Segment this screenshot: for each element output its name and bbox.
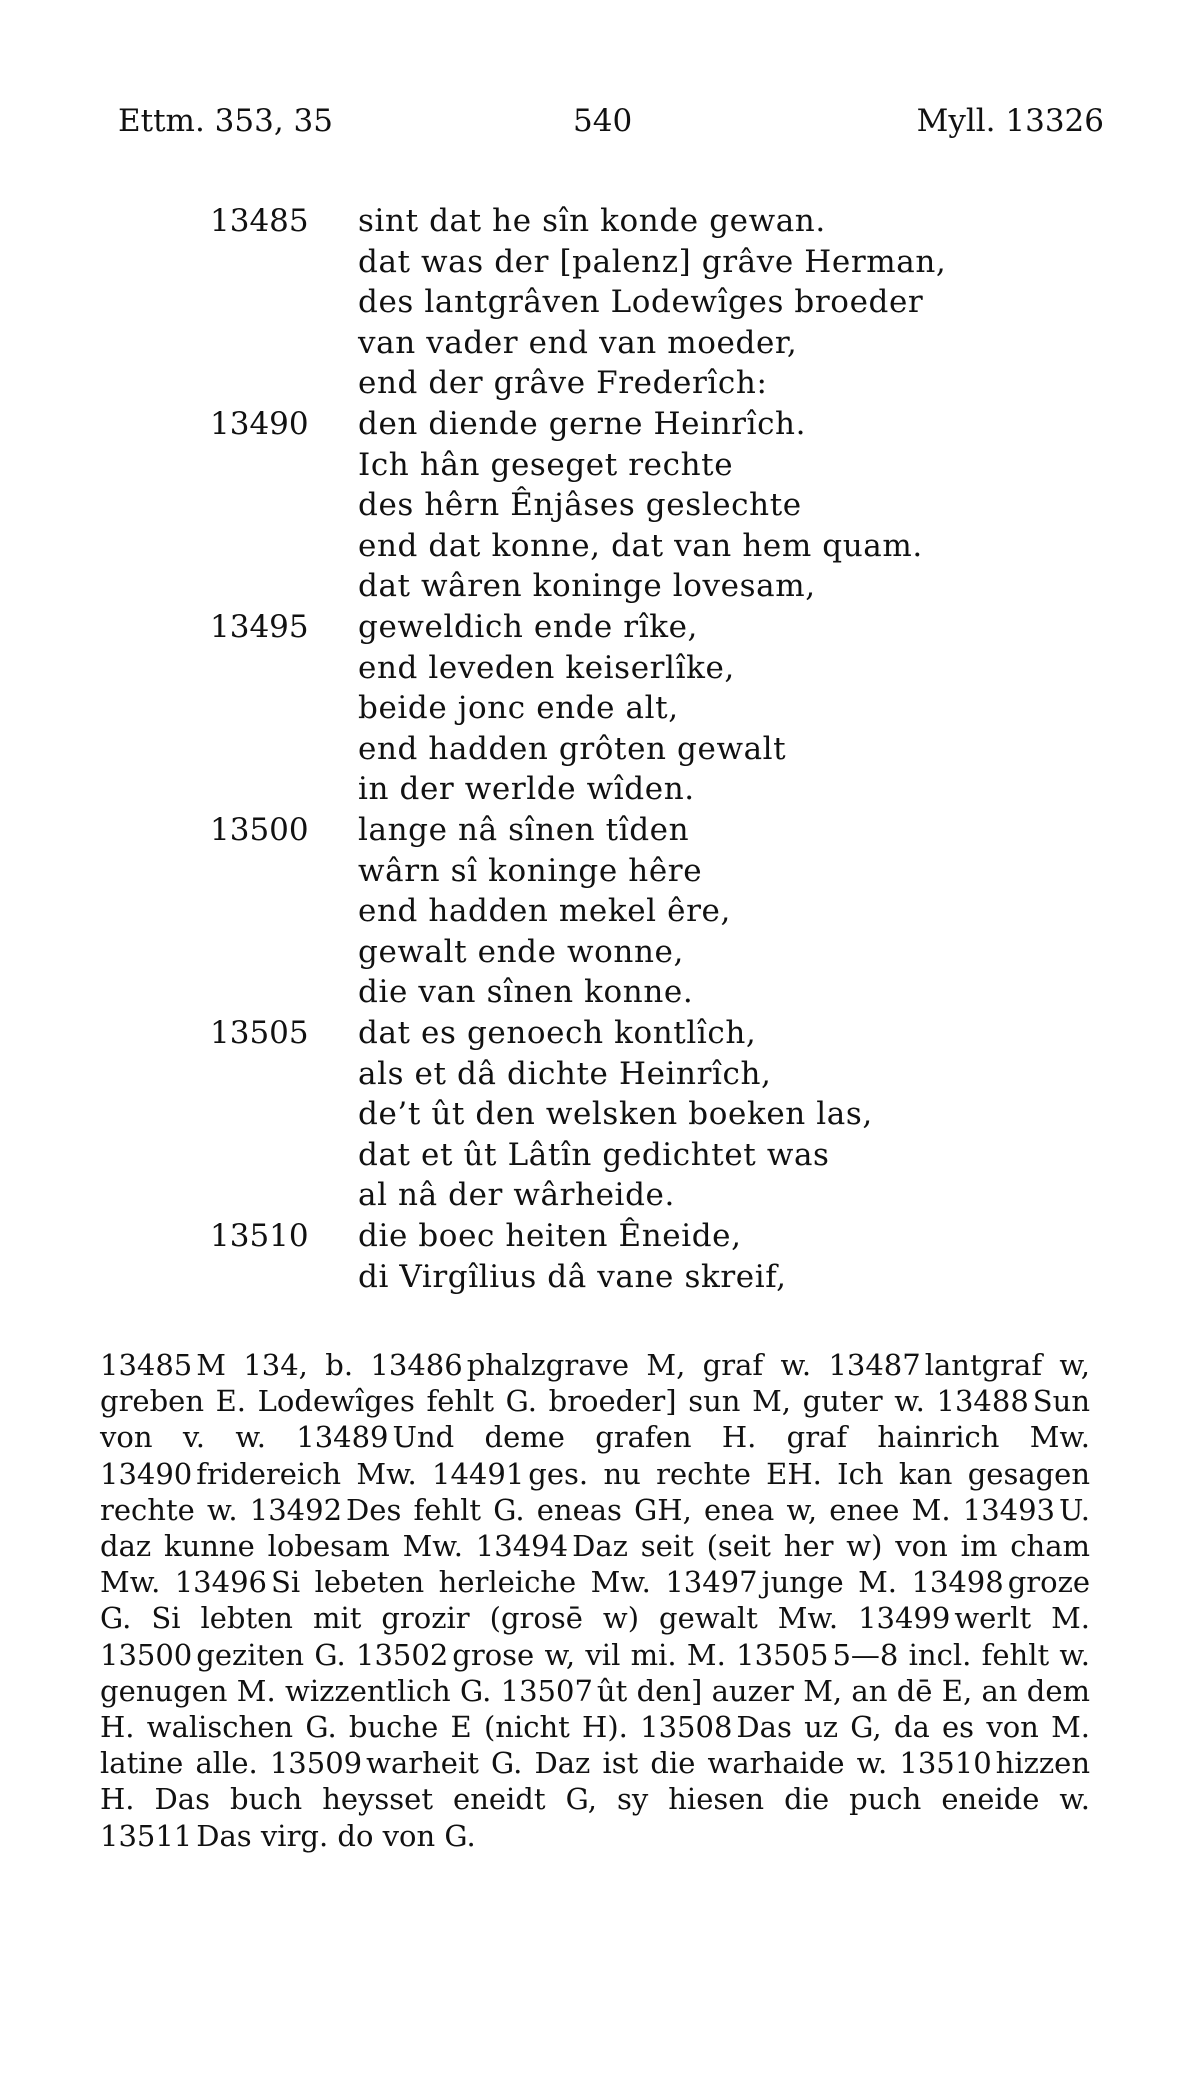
verse-line <box>0 893 1200 934</box>
verse-text: end leveden keiserlîke, <box>358 649 735 686</box>
verse-text: dat wâren koninge lovesam, <box>358 568 816 605</box>
apparatus-note <box>100 1819 476 1853</box>
verse-line <box>0 1177 1200 1218</box>
verse-line <box>0 325 1200 366</box>
note-text: geziten G. <box>196 1637 346 1672</box>
verse-text: des lantgrâven Lodewîges broeder <box>358 284 924 321</box>
note-text: ges. nu rechte EH. Ich kan gesagen rechte w. <box>100 1456 1091 1527</box>
note-text: warheit G. Daz ist die warhaide w. <box>366 1746 888 1781</box>
note-text: junge M. <box>761 1565 897 1600</box>
line-number: 13510 <box>210 1218 309 1254</box>
verse-line <box>0 690 1200 731</box>
note-text: werlt M. <box>954 1601 1091 1636</box>
apparatus-note <box>296 1420 1090 1454</box>
verse-text: beide jonc ende alt, <box>358 690 679 727</box>
note-line-number: 13489 <box>296 1420 389 1455</box>
note-text: Daz seit (seit her w) von im cham Mw. <box>100 1529 1091 1600</box>
verse-line <box>0 1056 1200 1097</box>
note-text: Si lebeten herleiche Mw. <box>271 1565 651 1600</box>
verse-text: den diende gerne Heinrîch. <box>358 406 807 442</box>
verse-line <box>0 406 1200 447</box>
verse-text: gewalt ende wonne, <box>358 933 684 970</box>
line-number: 13490 <box>210 406 309 442</box>
verse-text: de’t ût den welsken boeken las, <box>358 1096 873 1133</box>
note-line-number: 13502 <box>356 1637 449 1672</box>
verse-text: dat et ût Lâtîn gedichtet was <box>358 1136 830 1173</box>
verse-text: die van sînen konne. <box>358 974 694 1011</box>
verse-text: end der grâve Frederîch: <box>358 365 768 402</box>
line-number: 13495 <box>210 609 309 645</box>
verse-text: dat es genoech kontlîch, <box>358 1015 757 1051</box>
verse-text: als et dâ dichte Heinrîch, <box>358 1055 772 1092</box>
verse-text: wârn sî koninge hêre <box>358 852 703 889</box>
note-line-number: 13498 <box>911 1565 1004 1600</box>
verse-text: sint dat he sîn konde gewan. <box>358 203 826 239</box>
verse-text: geweldich ende rîke, <box>358 609 698 645</box>
apparatus-note <box>250 1493 951 1527</box>
verse-line <box>0 365 1200 406</box>
note-line-number: 13496 <box>174 1565 267 1600</box>
note-line-number: 14491 <box>432 1456 525 1491</box>
note-text: M 134, b. <box>196 1348 354 1382</box>
line-number: 13505 <box>210 1015 309 1051</box>
verse-line <box>0 853 1200 894</box>
line-number: 13500 <box>210 812 309 848</box>
verse-text: al nâ der wârheide. <box>358 1177 675 1214</box>
apparatus-note <box>370 1348 811 1382</box>
verse-line <box>0 1259 1200 1300</box>
note-text: lantgraf w, greben E. Lodewîges fehlt G. broeder] sun M, guter w. <box>100 1348 1091 1419</box>
verse-line <box>0 934 1200 975</box>
note-text: Das uz G, da es von M. latine alle. <box>100 1710 1091 1781</box>
verse-text: end dat konne, dat van hem quam. <box>358 527 923 564</box>
note-line-number: 13494 <box>475 1529 569 1564</box>
verse-line <box>0 812 1200 853</box>
note-line-number: 13510 <box>899 1746 992 1781</box>
note-line-number: 13488 <box>936 1384 1029 1419</box>
apparatus-note <box>175 1565 651 1599</box>
note-text: Das virg. do von G. <box>196 1818 476 1853</box>
page-number: 540 <box>573 103 633 139</box>
verse-text: van vader end van moeder, <box>358 324 798 361</box>
verse-text: lange nâ sînen tîden <box>358 812 690 848</box>
verse-line <box>0 568 1200 609</box>
verse-line <box>0 1015 1200 1056</box>
note-text: phalzgrave M, graf w. <box>466 1348 812 1382</box>
note-line-number: 13509 <box>269 1746 363 1781</box>
verse-line <box>0 1218 1200 1259</box>
header-left-reference: Ettm. 353, 35 <box>118 103 333 139</box>
verse-line <box>0 487 1200 528</box>
verse-text: in der werlde wîden. <box>358 771 695 808</box>
apparatus-note <box>270 1746 887 1780</box>
verse-text: die boec heiten Êneide, <box>358 1218 742 1254</box>
note-line-number: 13511 <box>100 1818 193 1853</box>
note-text: Des fehlt G. eneas GH, enea w, enee M. <box>346 1492 951 1527</box>
verse-text: end hadden mekel êre, <box>358 893 731 930</box>
note-line-number: 13500 <box>100 1637 193 1672</box>
note-line-number: 13507 <box>500 1673 593 1708</box>
note-text: hizzen H. Das buch heysset eneidt G, sy hiesen die puch eneide w. <box>100 1746 1091 1817</box>
verse-line <box>0 771 1200 812</box>
note-text: fridereich Mw. <box>196 1456 417 1491</box>
note-line-number: 13485 <box>100 1348 193 1382</box>
note-text: 5—8 incl. fehlt w. genugen M. wizzentlich G. <box>100 1637 1091 1708</box>
critical-apparatus <box>100 1347 1090 1854</box>
note-text: grose w, vil mi. M. <box>452 1637 726 1672</box>
note-text: U. daz kunne lobesam Mw. <box>100 1492 1091 1564</box>
verse-line <box>0 203 1200 244</box>
verse-line <box>0 447 1200 488</box>
apparatus-note <box>100 1348 353 1382</box>
verse-line <box>0 650 1200 691</box>
verse-line <box>0 731 1200 772</box>
verse-line <box>0 528 1200 569</box>
verse-line <box>0 1096 1200 1137</box>
verse-line <box>0 974 1200 1015</box>
page-header <box>118 103 1104 143</box>
note-line-number: 13493 <box>962 1492 1056 1527</box>
note-text: Und deme grafen H. graf hainrich Mw. <box>392 1420 1091 1455</box>
verse-text: di Virgîlius dâ vane skreif, <box>358 1258 787 1295</box>
verse-line <box>0 609 1200 650</box>
note-line-number: 13497 <box>665 1565 758 1600</box>
note-line-number: 13492 <box>249 1492 343 1527</box>
verse-text: Ich hân geseget rechte <box>358 446 734 483</box>
header-right-reference: Myll. 13326 <box>916 103 1104 139</box>
note-text: groze G. Si lebten mit grozir (grosē w) gewalt Mw. <box>100 1565 1091 1636</box>
apparatus-note <box>356 1638 726 1672</box>
verse-text: dat was der [palenz] grâve Herman, <box>358 243 947 280</box>
note-line-number: 13486 <box>370 1348 463 1382</box>
note-line-number: 13499 <box>858 1601 951 1636</box>
apparatus-note <box>665 1565 897 1599</box>
apparatus-note <box>100 1457 417 1491</box>
note-line-number: 13490 <box>100 1456 193 1491</box>
verse-line <box>0 244 1200 285</box>
note-line-number: 13505 <box>736 1637 829 1672</box>
verse-line <box>0 284 1200 325</box>
apparatus-note <box>858 1601 1090 1635</box>
line-number: 13485 <box>210 203 309 239</box>
note-line-number: 13508 <box>640 1710 733 1745</box>
note-text: ût den] auzer M, an dē E, an dem H. walischen G. buche E (nicht H). <box>100 1673 1090 1745</box>
note-line-number: 13487 <box>828 1348 921 1382</box>
verse-line <box>0 1137 1200 1178</box>
note-text: Sun von v. w. <box>100 1384 1091 1455</box>
apparatus-note <box>100 1638 346 1672</box>
verse-text: end hadden grôten gewalt <box>358 730 787 767</box>
verse-text: des hêrn Ênjâses geslechte <box>358 487 802 524</box>
